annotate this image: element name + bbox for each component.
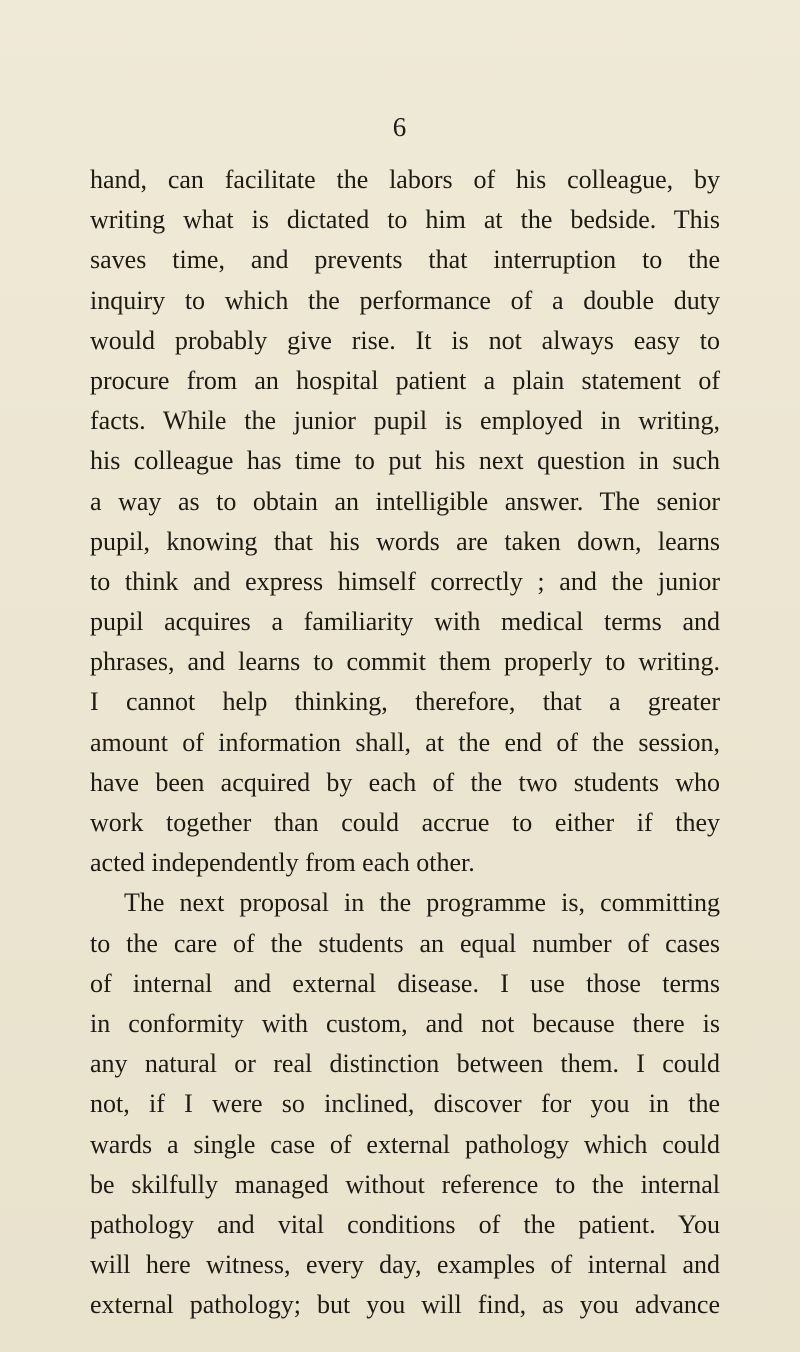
text-line: in conformity with custom, and not because there is bbox=[90, 1008, 720, 1038]
text-line: pupil, knowing that his words are taken down, learns bbox=[90, 526, 720, 556]
text-line: wards a single case of external pathology which could bbox=[90, 1129, 720, 1159]
text-line: would probably give rise. It is not always easy to bbox=[90, 325, 720, 355]
text-line: writing what is dictated to him at the bedside. This bbox=[90, 205, 720, 235]
text-line: external pathology; but you will find, as you advance bbox=[90, 1290, 720, 1320]
text-line: be skilfully managed without reference to the internal bbox=[90, 1169, 720, 1199]
text-line: I cannot help thinking, therefore, that a greater bbox=[90, 687, 720, 717]
text-line: a way as to obtain an intelligible answer. The senior bbox=[90, 486, 720, 516]
text-line: saves time, and prevents that interruption to the bbox=[90, 245, 720, 275]
text-line: not, if I were so inclined, discover for you in the bbox=[90, 1089, 720, 1119]
body-text bbox=[90, 160, 720, 1325]
text-line: work together than could accrue to either if they bbox=[90, 808, 720, 837]
text-line: will here witness, every day, examples of internal and bbox=[90, 1250, 720, 1280]
text-line: his colleague has time to put his next question in such bbox=[90, 446, 720, 476]
text-line: amount of information shall, at the end of the session, bbox=[90, 727, 720, 757]
text-line: of internal and external disease. I use those terms bbox=[90, 968, 720, 998]
text-line: hand, can facilitate the labors of his colleague, by bbox=[90, 165, 720, 194]
text-line: pupil acquires a familiarity with medical terms and bbox=[90, 607, 720, 637]
text-line: The next proposal in the programme is, committing bbox=[124, 888, 720, 918]
text-line: acted independently from each other. bbox=[90, 848, 475, 878]
text-line: phrases, and learns to commit them properly to writing. bbox=[90, 647, 720, 677]
page-number: 6 bbox=[392, 112, 408, 142]
text-line: pathology and vital conditions of the patient. You bbox=[90, 1209, 720, 1239]
text-line: procure from an hospital patient a plain statement of bbox=[90, 365, 720, 395]
text-line: inquiry to which the performance of a double duty bbox=[90, 285, 720, 315]
text-line: have been acquired by each of the two students who bbox=[90, 767, 720, 797]
text-line: to think and express himself correctly ; and the junior bbox=[90, 566, 720, 596]
text-line: any natural or real distinction between them. I could bbox=[90, 1049, 720, 1079]
text-line: to the care of the students an equal number of cases bbox=[90, 928, 720, 958]
text-line: facts. While the junior pupil is employed in writing, bbox=[90, 406, 720, 436]
